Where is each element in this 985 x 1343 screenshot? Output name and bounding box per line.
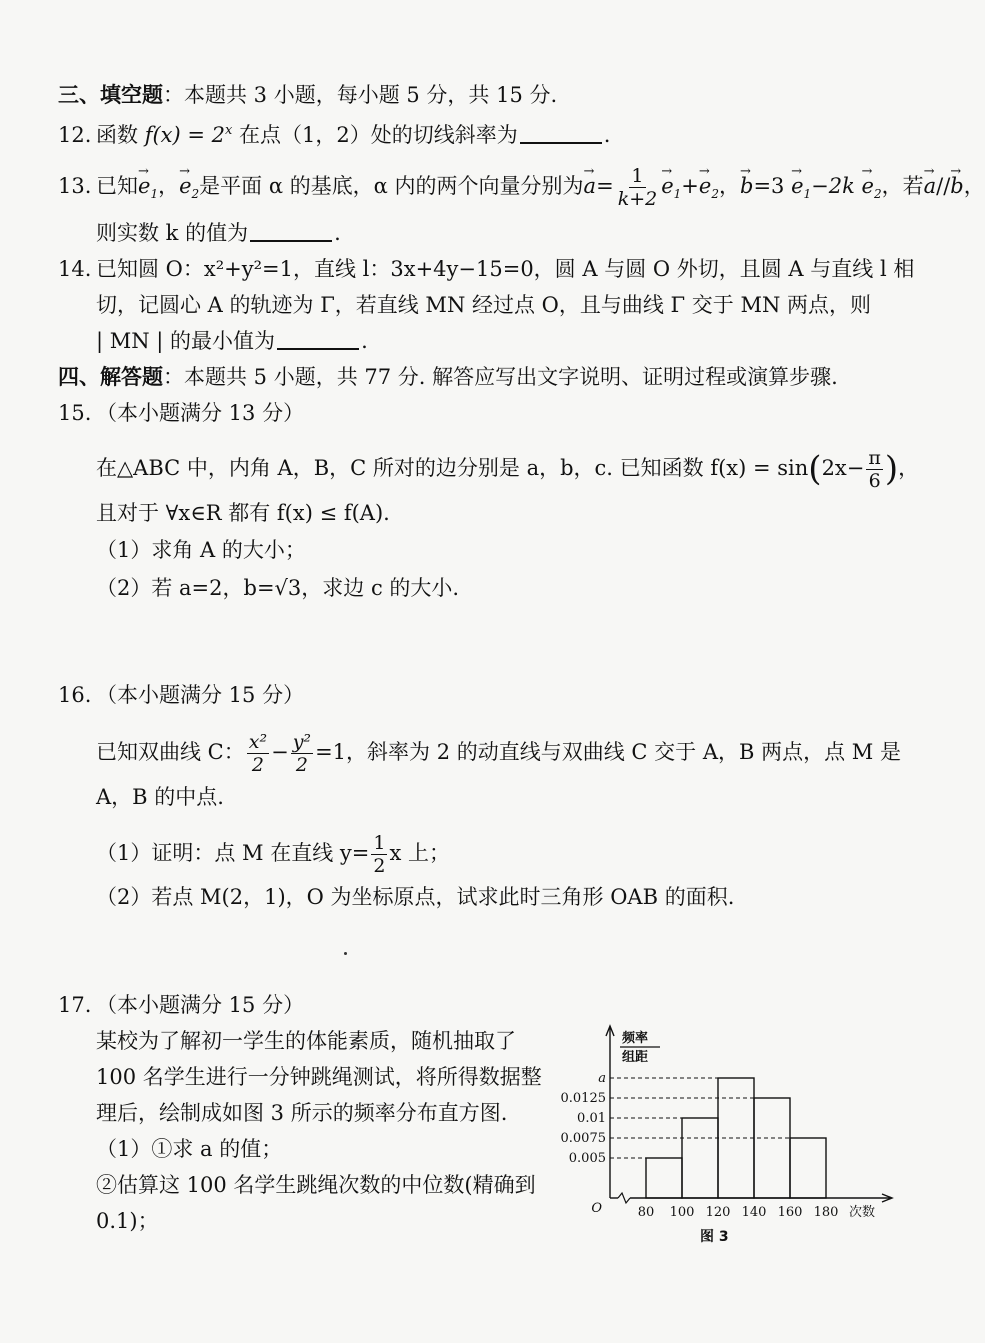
question-14-line-3 <box>96 326 368 356</box>
y-axis-label-top: 频率 <box>622 1031 649 1046</box>
plus: + <box>681 174 699 198</box>
question-15-line-2 <box>96 498 390 528</box>
q17-part-2: ②估算这 100 名学生跳绳次数的中位数(精确到 <box>96 1173 536 1197</box>
question-15-header <box>58 398 304 428</box>
fraction: $\frac{1}{k+2}$ <box>617 165 658 210</box>
q14-end: . <box>361 329 368 353</box>
question-score: （本小题满分 13 分） <box>96 401 305 425</box>
q13-text-f: ，若 <box>881 174 924 198</box>
section-3-heading: 三、填空题 <box>58 83 163 107</box>
question-16-line-1 <box>96 731 901 776</box>
question-number: 14. <box>58 257 92 281</box>
x-tick-label: 180 <box>813 1205 839 1220</box>
q15-part-2: （2）若 a=2，b=√3，求边 c 的大小. <box>96 576 460 600</box>
q12-end: . <box>603 123 611 147</box>
q14-line-3: | MN | 的最小值为 <box>96 329 276 353</box>
vector-e2: → $e_2$ <box>699 171 719 209</box>
q13-comma: ， <box>158 174 180 198</box>
q15-part-1: （1）求角 A 的大小； <box>96 538 306 562</box>
q15-arg: 2x− <box>821 456 865 480</box>
question-16-line-2 <box>96 782 224 812</box>
vector-e1: → $e_1$ <box>661 171 681 209</box>
y-tick-label: 0.005 <box>568 1151 606 1166</box>
y-tick-label: 0.0075 <box>560 1131 606 1146</box>
question-17-line-1 <box>96 1026 516 1056</box>
fraction: $\frac{\text{x²}}{2}$ <box>248 731 268 776</box>
question-14-line-2 <box>96 290 871 320</box>
question-15-line-1: 在△ABC 中，内角 A，B，C 所对的边分别是 a，b，c. 已知函数 f(x) = sin(2x− $\frac{\pi}{6}$ )， <box>96 447 920 492</box>
q17-part-3: 0.1)； <box>96 1209 159 1233</box>
vector-e1: → $e_1$ <box>791 171 811 209</box>
vector-e2: → $e_2$ <box>862 171 882 209</box>
q16-part-1-end: x 上； <box>389 841 450 865</box>
question-number: 12. <box>58 123 92 147</box>
q16-part-1: （1）证明：点 M 在直线 y= <box>96 841 370 865</box>
stray-dot <box>344 952 347 955</box>
q16-text: 已知双曲线 C： <box>96 740 245 764</box>
fraction: $\frac{\pi}{6}$ <box>868 447 881 492</box>
question-number: 16. <box>58 683 92 707</box>
question-score: （本小题满分 15 分） <box>96 683 305 707</box>
y-axis-label-bottom: 组距 <box>622 1050 649 1065</box>
question-number: 17. <box>58 993 92 1017</box>
y-tick-label: 0.01 <box>577 1111 606 1126</box>
y-tick-label: a <box>598 1071 606 1086</box>
x-tick-label: 80 <box>637 1205 655 1220</box>
answer-blank[interactable] <box>520 122 602 144</box>
question-number: 15. <box>58 401 92 425</box>
x-axis-label: 次数 <box>848 1205 876 1220</box>
q12-function: f(x) = 2 <box>144 123 225 147</box>
question-17-line-3 <box>96 1098 507 1128</box>
q16-text-b: =1，斜率为 2 的动直线与双曲线 C 交于 A，B 两点，点 M 是 <box>315 740 901 764</box>
vector-e1: → $e_1$ <box>138 171 158 209</box>
histogram-bar <box>682 1118 718 1198</box>
x-tick-label: 120 <box>705 1205 731 1220</box>
question-14-line-1 <box>58 254 914 284</box>
question-17-line-2 <box>96 1062 542 1092</box>
q17-line-1: 某校为了解初一学生的体能素质，随机抽取了 <box>96 1029 516 1053</box>
answer-blank[interactable] <box>250 220 332 242</box>
question-16-header <box>58 680 304 710</box>
x-tick-label: 100 <box>669 1205 695 1220</box>
figure-caption: 图 3 <box>700 1229 729 1245</box>
vector-a: → a <box>584 171 597 201</box>
question-15-part-1 <box>96 535 306 565</box>
q13-text-c: 是平面 α 的基底，α 内的两个向量分别为 <box>199 174 584 198</box>
question-score: （本小题满分 15 分） <box>96 993 305 1017</box>
q12-exponent: x <box>225 123 233 138</box>
answer-blank[interactable] <box>277 328 359 350</box>
histogram-bar <box>790 1138 826 1198</box>
section-4-desc: ：本题共 5 小题，共 77 分. 解答应写出文字说明、证明过程或演算步骤. <box>163 365 838 389</box>
section-4-heading: 四、解答题 <box>58 365 163 389</box>
q13-line-2: 则实数 k 的值为 <box>96 221 249 245</box>
section-3-heading-line <box>58 80 557 110</box>
frequency-histogram <box>560 1022 900 1252</box>
question-16-part-2 <box>96 882 734 912</box>
q15-line-1: 在△ABC 中，内角 A，B，C 所对的边分别是 a，b，c. 已知函数 f(x) = sin <box>96 456 809 480</box>
question-15-part-2 <box>96 573 459 603</box>
fraction: $\frac{\text{y²}}{2}$ <box>292 731 312 776</box>
parallel-symbol: // <box>936 174 951 198</box>
q17-line-3: 理后，绘制成如图 3 所示的频率分布直方图. <box>96 1101 508 1125</box>
q12-text-b: 在点（1，2）处的切线斜率为 <box>232 123 518 147</box>
minus: − <box>271 740 289 764</box>
q14-line-2: 切，记圆心 A 的轨迹为 Γ，若直线 MN 经过点 O，且与曲线 Γ 交于 MN 两点，则 <box>96 293 872 317</box>
question-13-line-2 <box>96 218 341 248</box>
q13-end: . <box>334 221 341 245</box>
question-number: 13. <box>58 174 92 198</box>
q13-b-expr2: −2k <box>811 174 862 198</box>
vector-b: → b <box>740 171 753 201</box>
q16-line-2: A，B 的中点. <box>96 785 224 809</box>
q13-b-expr: =3 <box>753 174 792 198</box>
question-17-header <box>58 990 304 1020</box>
fraction: $\frac{1}{2}$ <box>373 832 386 877</box>
histogram-bar <box>646 1158 682 1198</box>
q13-comma: ， <box>963 174 985 198</box>
y-tick-label: 0.0125 <box>560 1091 606 1106</box>
q15-line-2: 且对于 ∀x∈R 都有 f(x) ≤ f(A). <box>96 501 390 525</box>
x-tick-label: 140 <box>741 1205 767 1220</box>
vector-a: → a <box>924 171 937 201</box>
x-tick-label: 160 <box>777 1205 803 1220</box>
origin-label: O <box>591 1201 602 1216</box>
question-13-line-1: 13. 已知→ $e_1$，→ $e_2$是平面 α 的基底，α 内的两个向量分别为→ a= $\frac{1}{k+2}$ → $e_1+\to e_2$，→ $b=3 \to e_1-2k \to e_2$，若→ a//→ b， <box>58 165 985 210</box>
q17-line-2: 100 名学生进行一分钟跳绳测试，将所得数据整 <box>96 1065 542 1089</box>
vector-e2: → $e_2$ <box>179 171 199 209</box>
question-17-part-1 <box>96 1134 282 1164</box>
q13-text: 已知 <box>96 174 138 198</box>
section-3-desc: ：本题共 3 小题，每小题 5 分，共 15 分. <box>163 83 558 107</box>
histogram-bar <box>754 1098 790 1198</box>
x-axis-break <box>618 1193 630 1203</box>
question-17-part-2 <box>96 1170 536 1200</box>
question-12 <box>58 116 610 150</box>
question-16-part-1 <box>96 832 450 877</box>
section-4-heading-line <box>58 362 838 392</box>
q17-part-1: （1）①求 a 的值； <box>96 1137 283 1161</box>
q16-part-2: （2）若点 M(2，1)，O 为坐标原点，试求此时三角形 OAB 的面积. <box>96 885 735 909</box>
q15-comma: ， <box>898 456 920 480</box>
q13-comma: ， <box>718 174 740 198</box>
question-17-part-3 <box>96 1206 159 1236</box>
vector-b: → b <box>950 171 963 201</box>
q14-line-1: 已知圆 O：x²+y²=1，直线 l：3x+4y−15=0，圆 A 与圆 O 外切，且圆 A 与直线 l 相 <box>96 257 915 281</box>
q12-text: 函数 <box>96 123 145 147</box>
